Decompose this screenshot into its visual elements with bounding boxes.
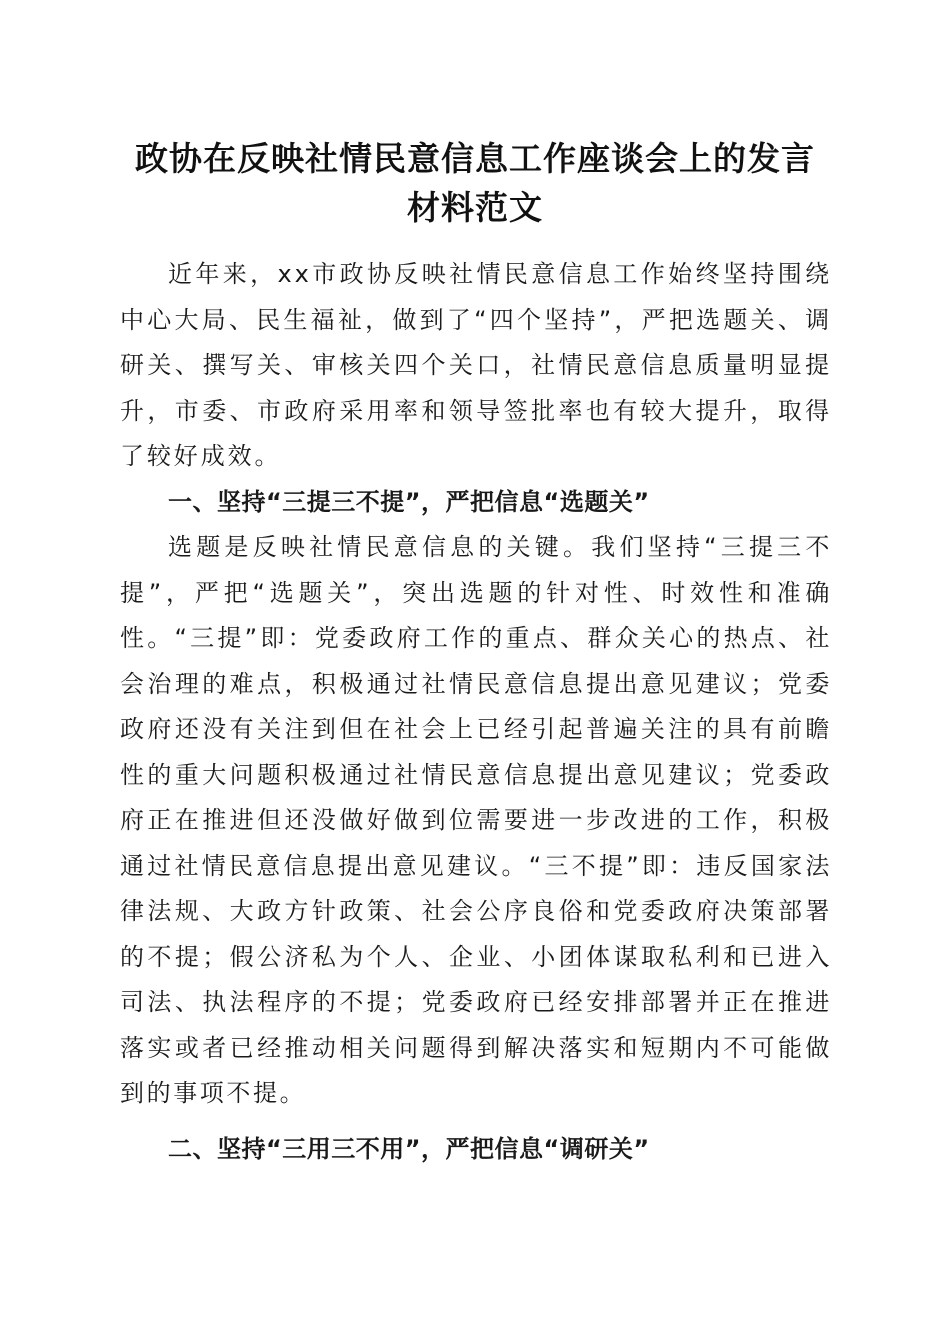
title-line-2: 材料范文: [407, 188, 543, 227]
document-body: [120, 252, 832, 1172]
section-1-paragraph: 选题是反映社情民意信息的关键。我们坚持“三提三不提”，严把“选题关”，突出选题的针对性、时效性和准确性。“三提”即：党委政府工作的重点、群众关心的热点、社会治理的难点，积极通过社情民意信息提出意见建议；党委政府还没有关注到但在社会上已经引起普遍关注的具有前瞻性的重大问题积极通过社情民意信息提出意见建议；党委政府正在推进但还没做好做到位需要进一步改进的工作，积极通过社情民意信息提出意见建议。“三不提”即：违反国家法律法规、大政方针政策、社会公序良俗和党委政府决策部署的不提；假公济私为个人、企业、小团体谋取私利和已进入司法、执法程序的不提；党委政府已经安排部署并正在推进落实或者已经推动相关问题得到解决落实和短期内不可能做到的事项不提。: [120, 533, 832, 1107]
document-title: [100, 134, 850, 232]
section-heading-1: 一、坚持“三提三不提”，严把信息“选题关”: [168, 487, 650, 516]
intro-paragraph: 近年来，xx市政协反映社情民意信息工作始终坚持围绕中心大局、民生福祉，做到了“四个坚持”，严把选题关、调研关、撰写关、审核关四个关口，社情民意信息质量明显提升，市委、市政府采用率和领导签批率也有较大提升，取得了较好成效。: [120, 260, 832, 470]
section-heading-2: 二、坚持“三用三不用”，严把信息“调研关”: [168, 1134, 650, 1163]
title-line-1: 政协在反映社情民意信息工作座谈会上的发言: [135, 139, 815, 178]
